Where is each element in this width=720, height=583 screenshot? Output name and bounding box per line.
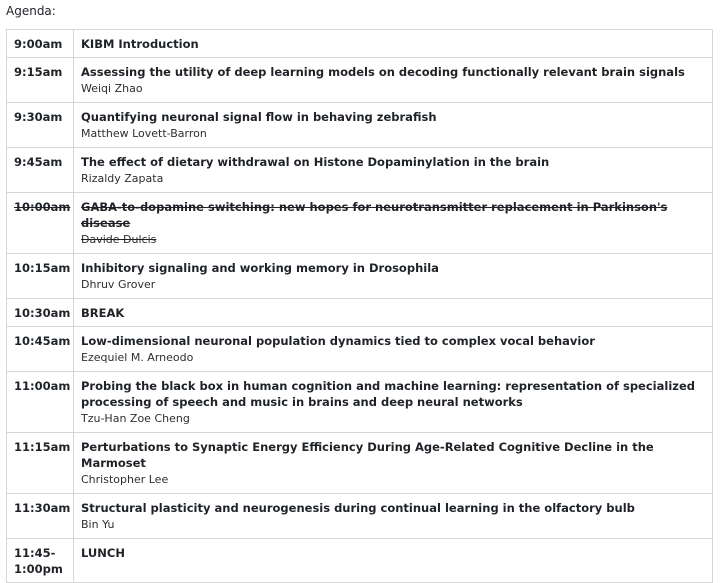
session-cell [74, 494, 713, 539]
agenda-row [7, 372, 713, 433]
session-speaker: Christopher Lee [81, 473, 169, 486]
session-speaker: Weiqi Zhao [81, 82, 143, 95]
agenda-row [7, 103, 713, 148]
session-cell [74, 148, 713, 193]
session-title: BREAK [81, 306, 125, 320]
session-title: Low-dimensional neuronal population dynamics tied to complex vocal behavior [81, 334, 595, 348]
session-title: Perturbations to Synaptic Energy Efficiency During Age-Related Cognitive Decline in the Marmoset [81, 440, 654, 470]
session-speaker: Dhruv Grover [81, 278, 156, 291]
time-cell: 11:45-1:00pm [7, 539, 74, 583]
session-cell [74, 103, 713, 148]
agenda-table [6, 29, 713, 583]
agenda-heading: Agenda: [6, 4, 56, 18]
agenda-row [7, 327, 713, 372]
time-cell: 10:00am [7, 193, 74, 254]
time-cell: 10:15am [7, 254, 74, 299]
session-cell [74, 193, 713, 254]
agenda-row [7, 539, 713, 583]
session-speaker: Rizaldy Zapata [81, 172, 164, 185]
agenda-row-cancelled [7, 193, 713, 254]
session-cell [74, 433, 713, 494]
session-cell [74, 372, 713, 433]
session-title: Structural plasticity and neurogenesis during continual learning in the olfactory bulb [81, 501, 635, 515]
time-cell: 9:15am [7, 58, 74, 103]
session-title: The effect of dietary withdrawal on Histone Dopaminylation in the brain [81, 155, 550, 169]
session-speaker: Davide Dulcis [81, 233, 157, 246]
session-title: Inhibitory signaling and working memory in Drosophila [81, 261, 439, 275]
time-cell: 9:30am [7, 103, 74, 148]
session-title: LUNCH [81, 546, 125, 560]
time-cell: 11:00am [7, 372, 74, 433]
time-cell: 10:45am [7, 327, 74, 372]
session-speaker: Tzu-Han Zoe Cheng [81, 412, 190, 425]
session-cell [74, 539, 713, 583]
session-cell [74, 299, 713, 327]
session-speaker: Ezequiel M. Arneodo [81, 351, 194, 364]
session-cell [74, 30, 713, 58]
time-cell: 9:00am [7, 30, 74, 58]
session-speaker: Matthew Lovett-Barron [81, 127, 207, 140]
agenda-row [7, 494, 713, 539]
time-cell: 11:30am [7, 494, 74, 539]
session-speaker: Bin Yu [81, 518, 115, 531]
session-title: Quantifying neuronal signal flow in behaving zebrafish [81, 110, 437, 124]
session-cell [74, 254, 713, 299]
agenda-row [7, 30, 713, 58]
agenda-row [7, 254, 713, 299]
agenda-row [7, 433, 713, 494]
session-title: Probing the black box in human cognition and machine learning: representation of specialized processing of speech and music in brains and deep neural networks [81, 379, 695, 409]
session-title: KIBM Introduction [81, 37, 199, 51]
agenda-row [7, 299, 713, 327]
session-title: Assessing the utility of deep learning models on decoding functionally relevant brain signals [81, 65, 685, 79]
agenda-row [7, 58, 713, 103]
session-cell [74, 327, 713, 372]
session-cell [74, 58, 713, 103]
time-cell: 9:45am [7, 148, 74, 193]
time-cell: 10:30am [7, 299, 74, 327]
session-title: GABA-to-dopamine switching: new hopes for neurotransmitter replacement in Parkinson's disease [81, 200, 668, 230]
time-cell: 11:15am [7, 433, 74, 494]
agenda-row [7, 148, 713, 193]
